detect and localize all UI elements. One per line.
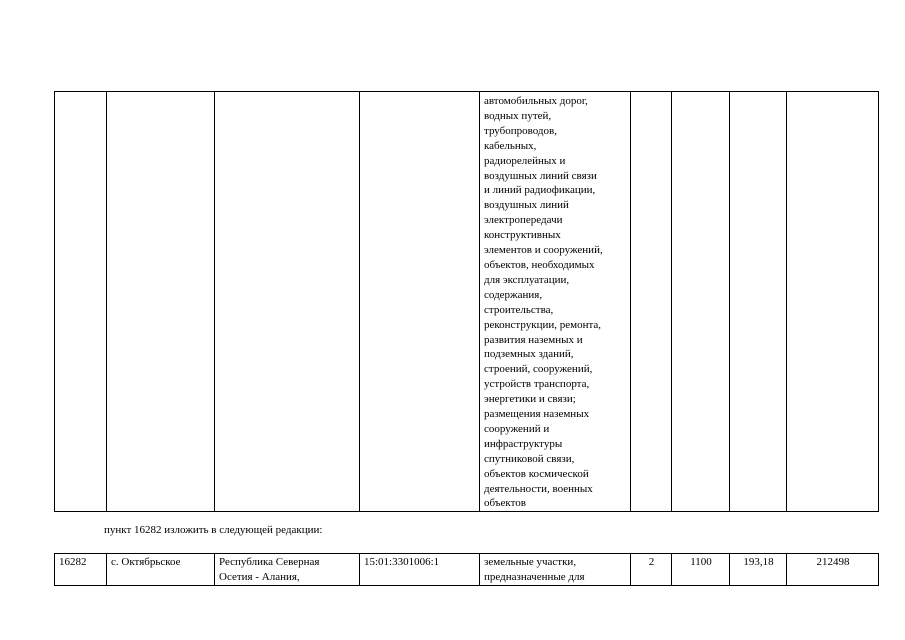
cell-location: [215, 554, 360, 586]
description-line: для эксплуатации,: [484, 273, 570, 286]
cell-col7: [672, 92, 730, 512]
description-line: строительства,: [484, 303, 554, 316]
table-row: [55, 92, 879, 512]
description-line: развития наземных и: [484, 333, 583, 346]
cell-settlement: [107, 92, 215, 512]
description-line: объектов космической: [484, 467, 589, 480]
description-line: конструктивных: [484, 229, 561, 242]
description-line: размещения наземных: [484, 408, 590, 421]
description-line: радиорелейных и: [484, 154, 566, 167]
description-line: электропередачи: [484, 214, 563, 227]
cell-description: [480, 92, 631, 512]
description-line: реконструкции, ремонта,: [484, 318, 602, 331]
cell-cadastral: 15:01:3301006:1: [360, 554, 480, 586]
table-row: [55, 554, 879, 586]
description-line: строений, сооружений,: [484, 363, 593, 376]
description-line: сооружений и: [484, 422, 550, 435]
cell-col9: [787, 92, 879, 512]
cell-cadastral: [360, 92, 480, 512]
cell-col9: 212498: [787, 554, 879, 586]
description-line: подземных зданий,: [484, 348, 574, 361]
description-line: объектов, необходимых: [484, 258, 595, 271]
description-line: трубопроводов,: [484, 124, 557, 137]
description-line: кабельных,: [484, 139, 537, 152]
description-line: и линий радиофикации,: [484, 184, 596, 197]
cell-col8: [730, 92, 787, 512]
cell-number: [55, 92, 107, 512]
description-line: воздушных линий связи: [484, 169, 597, 182]
description-line: содержания,: [484, 288, 543, 301]
description-line: элементов и сооружений,: [484, 244, 603, 257]
continuation-table: [54, 91, 879, 512]
description-line: воздушных линий: [484, 199, 569, 212]
item-table: [54, 553, 879, 586]
cell-description: [480, 554, 631, 586]
location-line: Республика Северная: [219, 556, 320, 568]
cell-col6: 2: [631, 554, 672, 586]
cell-location: [215, 92, 360, 512]
description-line: энергетики и связи;: [484, 393, 576, 406]
cell-col6: [631, 92, 672, 512]
description-line: водных путей,: [484, 109, 552, 122]
description-line: спутниковой связи,: [484, 452, 575, 465]
description-line: объектов: [484, 497, 526, 510]
cell-number: 16282: [55, 554, 107, 586]
location-line: Осетия - Алания,: [219, 570, 300, 583]
description-line: устройств транспорта,: [484, 378, 590, 391]
description-line: автомобильных дорог,: [484, 95, 588, 107]
description-line: инфраструктуры: [484, 437, 563, 450]
description-line: деятельности, военных: [484, 482, 593, 495]
instruction-text: пункт 16282 изложить в следующей редакции:: [104, 524, 323, 536]
cell-settlement: с. Октябрьское: [107, 554, 215, 586]
cell-col7: 1100: [672, 554, 730, 586]
cell-col8: 193,18: [730, 554, 787, 586]
description-line: предназначенные для: [484, 570, 585, 583]
description-line: земельные участки,: [484, 556, 577, 568]
